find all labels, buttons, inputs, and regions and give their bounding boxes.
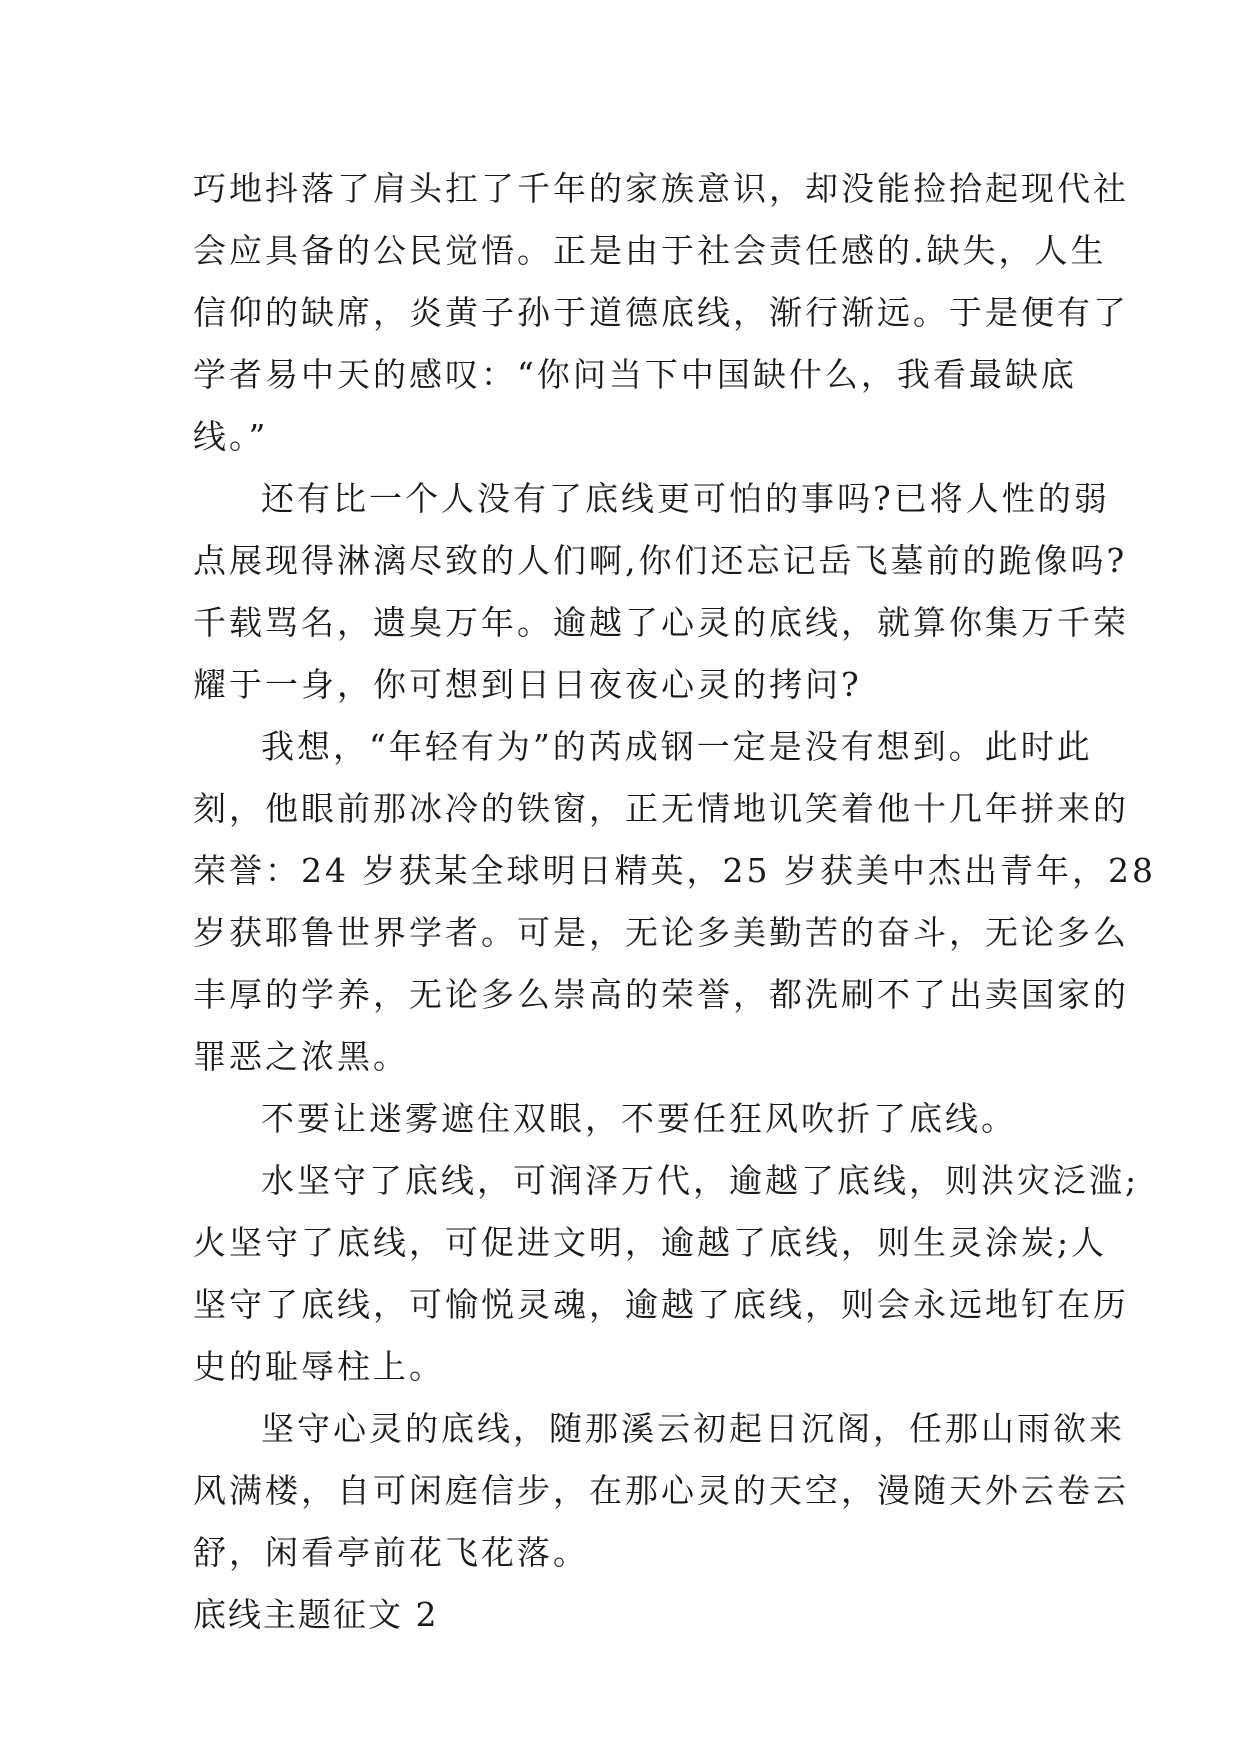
text-line: 火坚守了底线，可促进文明，逾越了底线，则生灵涂炭;人 bbox=[193, 1223, 1108, 1262]
text-line: 会应具备的公民觉悟。正是由于社会责任感的.缺失，人生 bbox=[193, 231, 1107, 270]
paragraph bbox=[193, 1398, 1129, 1584]
text-line: 风满楼，自可闲庭信步，在那心灵的天空，漫随天外云卷云 bbox=[193, 1471, 1129, 1510]
text-line: 丰厚的学养，无论多么崇高的荣誉，都洗刷不了出卖国家的 bbox=[193, 975, 1129, 1014]
text-line: 耀于一身，你可想到日日夜夜心灵的拷问? bbox=[193, 665, 862, 704]
text-line: 我想，“年轻有为”的芮成钢一定是没有想到。此时此 bbox=[261, 727, 1093, 766]
text-line: 巧地抖落了肩头扛了千年的家族意识，却没能捡拾起现代社 bbox=[193, 169, 1129, 208]
text-line: 点展现得淋漓尽致的人们啊,你们还忘记岳飞墓前的跪像吗? bbox=[193, 541, 1128, 580]
text-line: 荣誉：24 岁获某全球明日精英，25 岁获美中杰出青年，28 bbox=[193, 851, 1156, 890]
paragraph bbox=[193, 1088, 1053, 1150]
text-line: 信仰的缺席，炎黄子孙于道德底线，渐行渐远。于是便有了 bbox=[193, 293, 1129, 332]
text-line: 水坚守了底线，可润泽万代，逾越了底线，则洪灾泛滥; bbox=[261, 1161, 1140, 1200]
text-line: 岁获耶鲁世界学者。可是，无论多美勤苦的奋斗，无论多么 bbox=[193, 913, 1129, 952]
text-line: 舒，闲看亭前花飞花落。 bbox=[193, 1533, 589, 1572]
paragraph bbox=[193, 1150, 1140, 1398]
document-body bbox=[193, 158, 1156, 1646]
text-line: 线。” bbox=[193, 417, 269, 456]
section-heading: 底线主题征文 2 bbox=[193, 1595, 439, 1634]
paragraph bbox=[193, 158, 1129, 468]
text-line: 还有比一个人没有了底线更可怕的事吗?已将人性的弱 bbox=[261, 479, 1110, 518]
text-line: 坚守了底线，可愉悦灵魂，逾越了底线，则会永远地钉在历 bbox=[193, 1285, 1129, 1324]
paragraph bbox=[193, 716, 1156, 1088]
text-line: 刻，他眼前那冰冷的铁窗，正无情地讥笑着他十几年拼来的 bbox=[193, 789, 1129, 828]
text-line: 不要让迷雾遮住双眼，不要任狂风吹折了底线。 bbox=[261, 1099, 1017, 1138]
text-line: 史的耻辱柱上。 bbox=[193, 1347, 445, 1386]
text-line: 学者易中天的感叹：“你问当下中国缺什么，我看最缺底 bbox=[193, 355, 1077, 394]
paragraph bbox=[193, 468, 1129, 716]
text-line: 坚守心灵的底线，随那溪云初起日沉阁，任那山雨欲来 bbox=[261, 1409, 1125, 1448]
text-line: 千载骂名，遗臭万年。逾越了心灵的底线，就算你集万千荣 bbox=[193, 603, 1129, 642]
text-line: 罪恶之浓黑。 bbox=[193, 1037, 409, 1076]
